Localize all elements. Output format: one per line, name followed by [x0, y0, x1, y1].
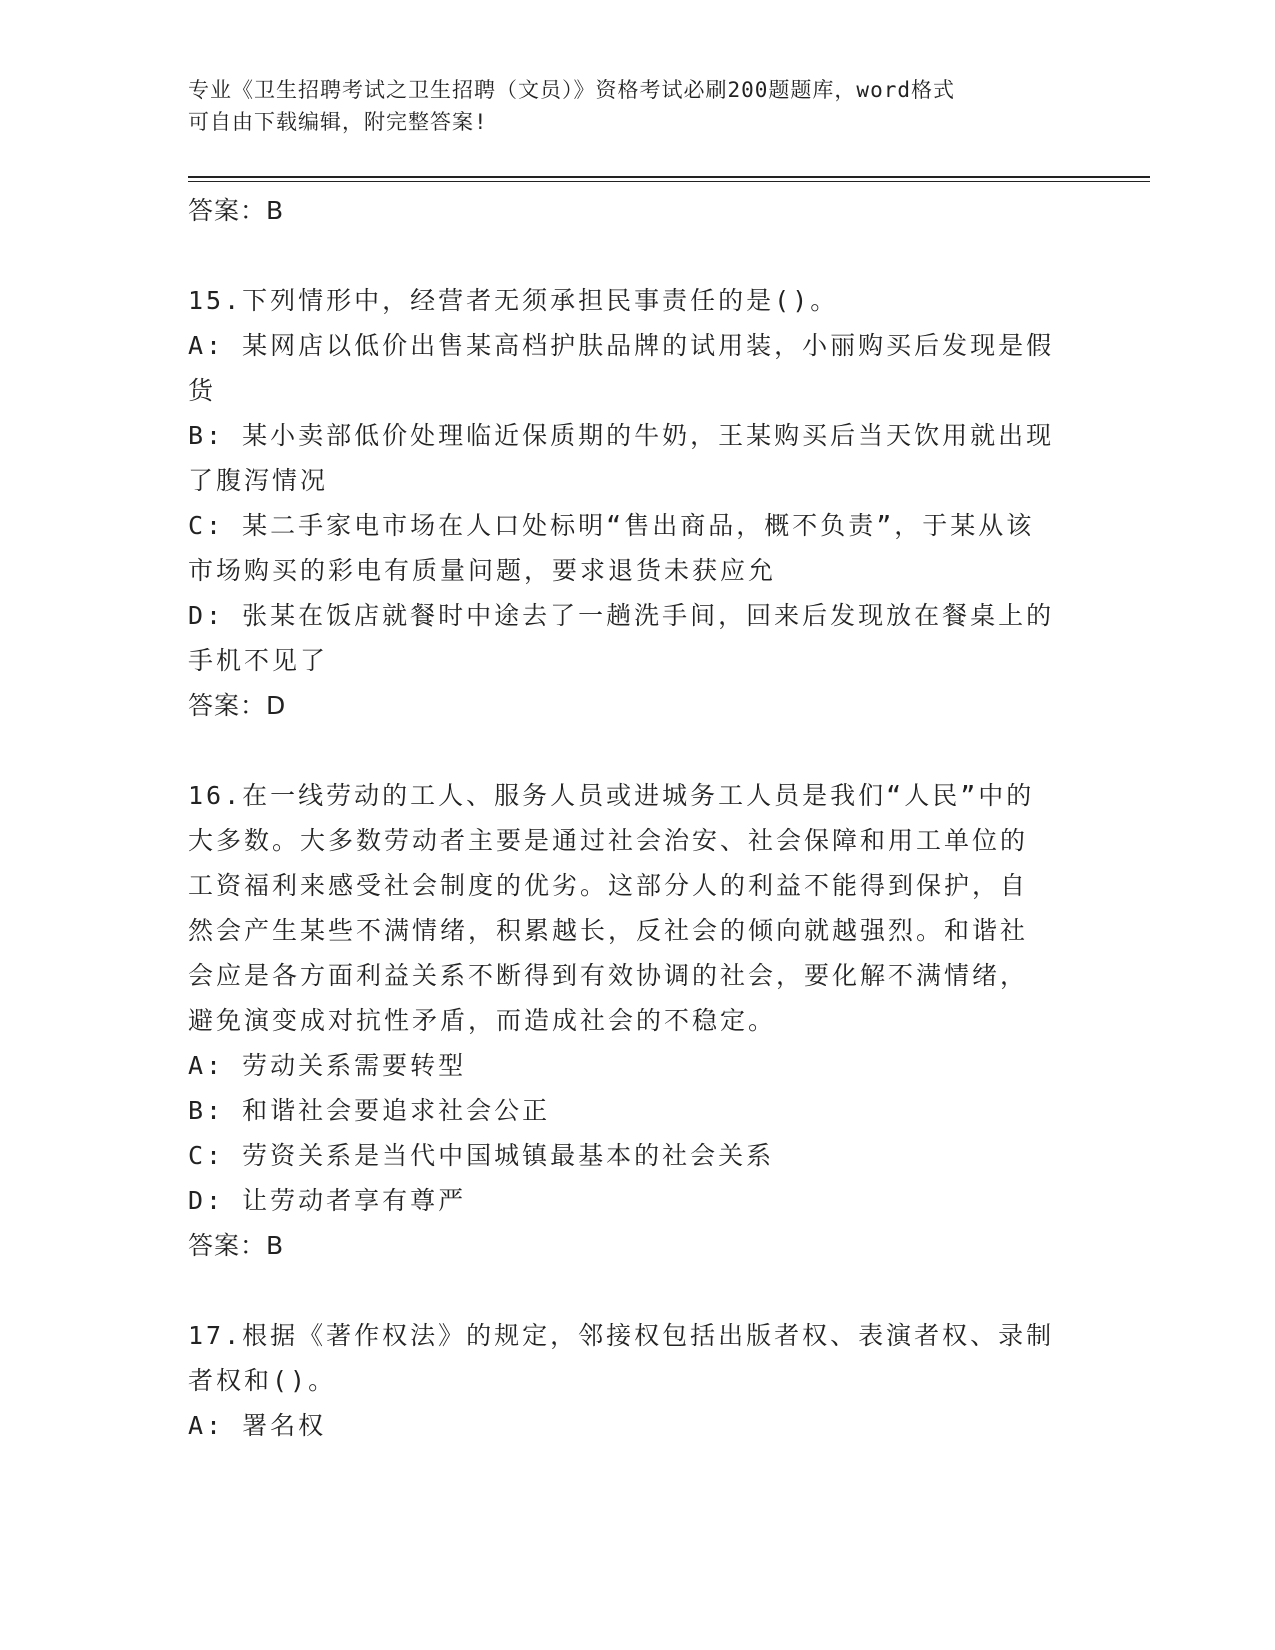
answer-previous-question: 答案：B: [188, 196, 285, 225]
question-15-answer: 答案：D: [188, 691, 287, 720]
question-content: [188, 188, 1088, 1448]
question-16-option-a: A: 劳动关系需要转型: [188, 1051, 467, 1080]
question-15-option-d-cont: 手机不见了: [188, 646, 329, 675]
question-17: [188, 1313, 1088, 1448]
question-15-option-b: B: 某小卖部低价处理临近保质期的牛奶，王某购买后当天饮用就出现: [188, 421, 1055, 450]
question-17-stem-line: 者权和()。: [188, 1366, 337, 1395]
question-16-stem-line: 会应是各方面利益关系不断得到有效协调的社会，要化解不满情绪，: [188, 961, 1029, 990]
question-16-stem-line: 大多数。大多数劳动者主要是通过社会治安、社会保障和用工单位的: [188, 826, 1029, 855]
question-15-option-a: A: 某网店以低价出售某高档护肤品牌的试用装，小丽购买后发现是假: [188, 331, 1055, 360]
question-16-stem-line: 然会产生某些不满情绪，积累越长，反社会的倾向就越强烈。和谐社: [188, 916, 1029, 945]
spacer: [188, 233, 1088, 278]
question-16-stem-line: 避免演变成对抗性矛盾，而造成社会的不稳定。: [188, 1006, 777, 1035]
question-17-stem-line: 17.根据《著作权法》的规定，邻接权包括出版者权、表演者权、录制: [188, 1321, 1055, 1350]
spacer: [188, 728, 1088, 773]
question-16-option-b: B: 和谐社会要追求社会公正: [188, 1096, 551, 1125]
header-line-2: 可自由下载编辑，附完整答案!: [188, 110, 488, 134]
question-15-option-c-cont: 市场购买的彩电有质量问题，要求退货未获应允: [188, 556, 777, 585]
question-16-option-c: C: 劳资关系是当代中国城镇最基本的社会关系: [188, 1141, 775, 1170]
question-15-option-b-cont: 了腹泻情况: [188, 466, 329, 495]
question-15-option-c: C: 某二手家电市场在人口处标明“售出商品，概不负责”，于某从该: [188, 511, 1035, 540]
question-16-stem-line: 工资福利来感受社会制度的优劣。这部分人的利益不能得到保护，自: [188, 871, 1029, 900]
question-16-option-d: D: 让劳动者享有尊严: [188, 1186, 467, 1215]
question-17-option-a: A: 署名权: [188, 1411, 327, 1440]
header-line-1: 专业《卫生招聘考试之卫生招聘（文员）》资格考试必刷200题题库，word格式: [188, 78, 955, 102]
spacer: [188, 1268, 1088, 1313]
question-15-stem: 15.下列情形中，经营者无须承担民事责任的是()。: [188, 286, 839, 315]
header-divider-thin: [188, 181, 1150, 182]
header-divider-thick: [188, 176, 1150, 178]
question-15: [188, 278, 1088, 728]
question-16-answer: 答案：B: [188, 1231, 285, 1260]
document-header: [188, 74, 1088, 138]
question-15-option-a-cont: 货: [188, 376, 217, 405]
question-15-option-d: D: 张某在饭店就餐时中途去了一趟洗手间，回来后发现放在餐桌上的: [188, 601, 1055, 630]
question-16: [188, 773, 1088, 1268]
question-16-stem-line: 16.在一线劳动的工人、服务人员或进城务工人员是我们“人民”中的: [188, 781, 1035, 810]
